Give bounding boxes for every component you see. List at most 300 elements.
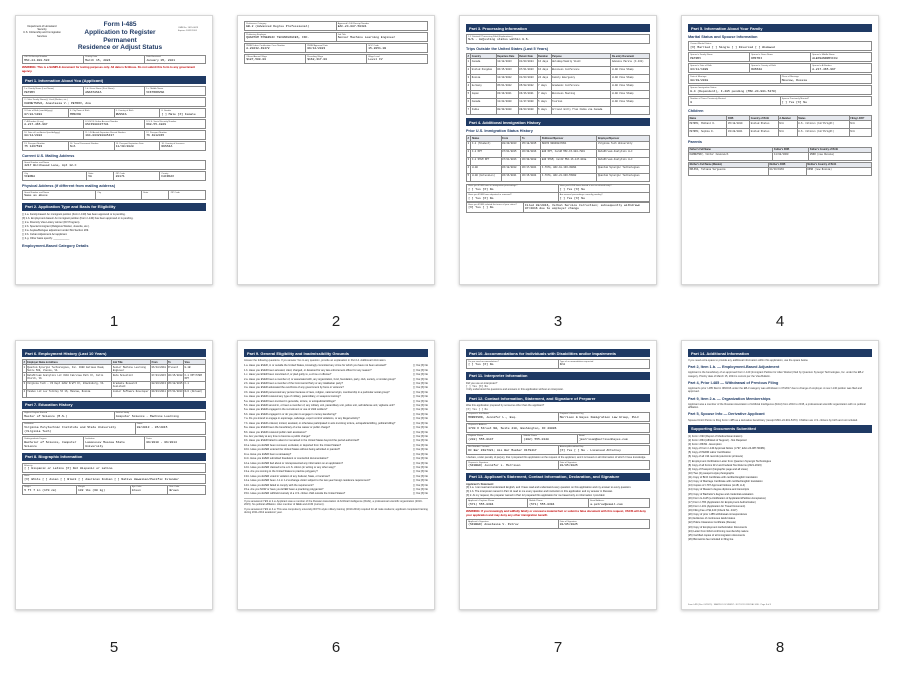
question-answer: [ ] Yes [X] No xyxy=(413,457,428,461)
question-answer: [ ] Yes [X] No xyxy=(413,434,428,438)
eligibility-question xyxy=(244,457,428,460)
physical-traits-row: Height 5 ft 7 in (170 cm) Weight 132 lbs (60 kg) Eye Color Green Hair Color Brown xyxy=(22,485,206,495)
table-cell: 2 xyxy=(23,373,27,381)
physical-address-title: Physical Address (if different from mailing address) xyxy=(22,183,116,188)
table-cell: H-1B xyxy=(184,365,206,373)
marriage-row: Date of Marriage 08/19/2018 Place of Marriage Moscow, Russia xyxy=(688,74,872,84)
table-cell: 7 days xyxy=(537,91,551,99)
table-cell: Business Meeting xyxy=(551,91,611,99)
table-cell: 01/03/2024 xyxy=(518,59,537,67)
child-row xyxy=(689,121,872,129)
question-text: 5.b. Have you EVER served in, or been a member of, any military unit, paramilitary unit, police unit, self-defense unit, vigilante unit? xyxy=(244,404,395,408)
table-cell: 06/18/2018 xyxy=(150,365,167,373)
column-header: # xyxy=(23,360,25,364)
form-title-block xyxy=(66,21,174,52)
table-cell: 05/18/2019 xyxy=(727,121,750,129)
table-cell: 5 days xyxy=(537,99,551,107)
section-part-14: Part 14. Additional Information xyxy=(688,349,872,357)
section-part-8: Part 8. Biographic Information xyxy=(22,453,206,461)
page-6 xyxy=(237,340,435,610)
question-text: 7.b. Have you EVER ordered, incited, assisted, or otherwise participated in acts involving torture, extrajudicial killing, political killing? xyxy=(244,421,396,425)
section-part-2: Part 2. Application Type and Basis for Eligibility xyxy=(22,203,206,211)
table-cell: 5 days xyxy=(537,107,551,115)
table-cell: U.S. Citizen (birthright) xyxy=(797,129,849,137)
page-footer: Form I-485 (Rev. 01/20/25) · SAMPLE DOCUMENT - NOT FOR OFFICIAL USE · Page 8 of 8 xyxy=(688,603,771,606)
column-header: Status xyxy=(471,136,501,141)
table-cell: N/A xyxy=(778,121,797,129)
eligibility-question xyxy=(244,382,428,385)
page-label-4: 4 xyxy=(775,313,785,330)
processing-row: 1.1 Criminal / Processing Filed (Explanations) N/A - Adjusting status within U.S. xyxy=(466,34,650,44)
question-answer: [ ] Yes [X] No xyxy=(413,421,428,425)
table-cell: 08/20/2013 xyxy=(501,141,521,149)
page-3 xyxy=(459,15,657,285)
employment-table xyxy=(22,359,206,398)
page-label-5: 5 xyxy=(109,639,119,656)
table-cell: H-1B Visa Stamp xyxy=(611,83,650,91)
table-cell: Advance Parole (I-131) xyxy=(611,59,650,67)
table-cell: 2 xyxy=(467,149,471,157)
table-cell: 1 xyxy=(23,365,27,373)
question-text: 5.a. Have you EVER been involved in genocide, torture, or extrajudicial killings? xyxy=(244,399,336,403)
table-cell: KUZNETSOV, Viktor Ivanovich xyxy=(689,152,773,160)
institution-row: Institution Virginia Polytechnic Institute and State University (Virginia Tech) Dates 08/2013 - 05/2015 xyxy=(22,422,206,435)
eligibility-question xyxy=(244,492,428,495)
table-cell: 06/15/2018 xyxy=(167,373,184,381)
table-cell: 06/15/2024 xyxy=(521,173,541,181)
question-text: 2.a. Have you EVER been a member of, or associated with, any organization, fund, foundation, party, club, society, or similar group? xyxy=(244,377,396,381)
additional-item-title: Part 2, Item 1.b. — Employment-Based Adjustment xyxy=(688,365,780,370)
table-cell: F-1 (Student) xyxy=(471,141,501,149)
question-answer: [ ] Yes [X] No xyxy=(413,439,428,443)
employment-row xyxy=(23,389,206,397)
table-cell: Germany xyxy=(471,83,496,91)
column-header: To xyxy=(167,360,184,365)
table-cell: 5 xyxy=(467,91,471,99)
applicant-signature-row: Applicant's Signature (SIGNED) Anastasia V. Petrov Date of Signature 01/05/2025 xyxy=(466,519,650,529)
trips-table xyxy=(466,53,650,115)
question-text: 14.a. Have you EVER been J-1 or J-2 exchange visitor subject to the two-year foreign residence requirement? xyxy=(244,479,371,483)
status-row xyxy=(467,165,650,173)
document-item: (12) Copy of Marriage Certificate with certified English translation xyxy=(688,480,763,484)
table-cell: 7 days xyxy=(537,83,551,91)
eligibility-question xyxy=(244,369,428,372)
document-item: (18) Form I-131 (Application for Travel Document) xyxy=(688,504,746,508)
table-cell: F-1 OPT xyxy=(471,149,501,157)
footnote-1: If you answered YES to 2.a: Applicant was a member of the Russian Association of Artificial Intelligence (RAAI), a professional scientific organization (2010-2015). No political affiliation. Also member of IEEE and ACM (current). xyxy=(244,499,423,507)
table-cell: 03/26/2021 xyxy=(518,91,537,99)
table-cell: 1 xyxy=(467,141,471,149)
table-cell: I-797A, WAC-21-093-55002 xyxy=(541,173,597,181)
accommodation-row: Do you need accommodations? [ ] Yes [X] No Type of accommodation requested N/A xyxy=(466,359,650,369)
eligibility-intro: Answer the following questions. If you answer Yes to any question, provide an explanation in Part 14. Additional Information. xyxy=(244,359,387,362)
sample-warning: WARNING: This is a SAMPLE document for testing purposes only. All data is fictitious. Do not submit this form to any government agency. xyxy=(22,65,196,73)
table-cell: 05/18/2015 xyxy=(521,141,541,149)
section-part-13: Part 13. Applicant's Statement, Contact Information, Declaration, and Signature xyxy=(466,473,650,481)
table-cell: Present xyxy=(167,365,184,373)
table-cell: 08/20/2013 xyxy=(150,381,167,389)
additional-item-title: Part 5, Spouse Info — Derivative Applicant xyxy=(688,412,765,417)
spouse-name-row: Spouse's Family Name PETROV Spouse's Given Name DMITRI Spouse's Middle Name ALEKSANDROVICH xyxy=(688,52,872,62)
question-answer: [ ] Yes [X] No xyxy=(413,483,428,487)
table-cell: Russia xyxy=(471,75,496,83)
question-text: 6.b. Have you EVER engaged in or do you plan to engage in money laundering? xyxy=(244,412,337,416)
document-item: (1) Form I-693 (Report of Medical Examination) xyxy=(688,434,743,438)
footnote-2: If you answered YES to 4.a: This was compulsory university ROTC-style military training (2010-2012) required for all male students; applicant completed training during 2011-2012 academic year. xyxy=(244,507,428,515)
document-item: (7) Employment Verification Letter from Quantum Synergic Technologies xyxy=(688,459,771,463)
table-cell: PETROV, Mikhail D. xyxy=(689,121,727,129)
eligibility-question xyxy=(244,475,428,478)
column-header: Visa xyxy=(184,360,206,365)
table-cell: Senior Machine Learning Engineer xyxy=(112,365,151,373)
table-cell: 05/18/2015 xyxy=(167,381,184,389)
preparer-bar-row: Bar Number / License DC Bar #487321; ALL Bar Member #179417 Attorney/Accredited Rep [X] Yes [ ] No - Licensed Attorney xyxy=(466,445,650,455)
table-cell: Junior Software Developer xyxy=(112,389,151,397)
question-text: 2.b. Have you EVER been a member of the Communist Party or any totalitarian party? xyxy=(244,381,344,385)
spouse-status-row: Spouse Immigration Status H-4 (Dependent), I-485 pending (MSC-24-901-5470) xyxy=(688,85,872,95)
preparer-signature-row: Preparer's Signature (SIGNED) Jennifer L. Morrison Date of Signature 01/05/2025 xyxy=(466,460,650,470)
question-answer: [ ] Yes [X] No xyxy=(413,417,428,421)
table-cell: DataStream Analytics LLC xyxy=(597,157,650,165)
column-header: # xyxy=(467,136,469,140)
eligibility-question xyxy=(244,444,428,447)
table-cell: United Kingdom xyxy=(471,67,496,75)
eligibility-question xyxy=(244,395,428,398)
table-cell: Canada xyxy=(471,99,496,107)
table-cell: Virginia Tech - CS Dept 2202 Kraft Dr, Blacksburg, VA xyxy=(26,381,112,389)
table-cell: Holiday/Family Visit xyxy=(551,59,611,67)
document-item: (16) Form G-1145 (e-Notification of Application/Petition Acceptance) xyxy=(688,496,766,500)
trip-row xyxy=(467,59,650,67)
document-item: (3) Form I-864W - Exemption xyxy=(688,443,722,447)
question-text: 11.b. Have you EVER submitted fraudulent or counterfeit documentation? xyxy=(244,457,329,461)
table-cell: Tourism xyxy=(551,99,611,107)
section-part-5: Part 5. Information About Your Family xyxy=(688,24,872,32)
trip-row xyxy=(467,107,650,115)
question-answer: [ ] Yes [X] No xyxy=(413,364,428,368)
table-cell: Data Scientist xyxy=(112,373,151,381)
document-item: (9) Copy of Passport (biographic page and all visas) xyxy=(688,467,748,471)
additional-item-body: Applicant is the beneficiary of an approved Form I-140 (Immigrant Petition for Alien Worker) filed by Quantum Synergic Technologies, Inc. under the EB-2 category. Priority date of March 15, 2024 is current per the Visa Bulletin. xyxy=(688,371,864,378)
question-answer: [ ] Yes [X] No xyxy=(413,426,428,430)
eligibility-question xyxy=(244,408,428,411)
page-4 xyxy=(681,15,879,285)
question-text: 12.a. Have you EVER lied about or misrepresented any information on an application? xyxy=(244,461,344,465)
question-answer: [ ] Yes [X] No xyxy=(413,479,428,483)
eligibility-question xyxy=(244,413,428,416)
document-item: (2) Form I-864 (Affidavit of Support) - Not Required xyxy=(688,438,747,442)
question-answer: [ ] Yes [X] No xyxy=(413,373,428,377)
undergrad-row: Undergraduate Degree Bachelor of Science, Computer Science Institution Lomonosov Moscow State University Dates 09/2010 - 06/2014 xyxy=(22,436,206,449)
form-number: Form I-485 xyxy=(103,21,137,28)
table-cell: 11/27/2020 xyxy=(518,99,537,107)
table-cell: 7 xyxy=(467,107,471,115)
column-header: Petitioner/Sponsor xyxy=(541,136,597,141)
trip-row xyxy=(467,91,650,99)
child-row xyxy=(689,129,872,137)
question-text: 11.a. Have you EVER been a stowaway? xyxy=(244,452,292,456)
category-row: Preference Category EB-2 (Advanced Degree Professional) Approved I-140 Receipt Number EAC-24-087-50381 xyxy=(244,21,428,31)
ethnicity-row: Ethnicity [ ] Hispanic or Latino [X] Not Hispanic or Latino xyxy=(22,463,206,473)
table-cell: 07/01/2023 xyxy=(518,67,537,75)
question-answer: [ ] Yes [X] No xyxy=(413,461,428,465)
table-cell: 06/30/2018 xyxy=(521,157,541,165)
mother-row xyxy=(689,167,872,175)
marital-status-row: Current Marital Status [X] Married [ ] Single [ ] Divorced [ ] Widowed xyxy=(688,41,872,51)
basis-list: [ ] 1.a. Family-based: An immigrant petition (Form I-130) has been approved or is pending. [X] 1.b. Employment-based: An immigrant petition (Form I-140) has been approved or is pending. [ ] 2.a. Diversity Visa Lottery winner (DV Program). [ ] 2.b. Special immigrant (Religious Worker, Juvenile, etc.). [ ] 3.a. Asylee/Refugee adjustment under INA Section 209. [ ] 3.b. Cuban Adjustment Act applicant. [ ] 4.g. Other basis specify: ___________ xyxy=(22,212,134,241)
question-text: 1.c. Have you EVER been convicted of, or pled guilty to, a crime or offense? xyxy=(244,373,332,377)
table-cell: 06/17/2021 xyxy=(521,165,541,173)
page-label-7: 7 xyxy=(553,639,563,656)
question-answer: [ ] Yes [X] No xyxy=(413,465,428,469)
divider xyxy=(244,498,428,499)
table-cell: H-1B Visa Stamp xyxy=(611,91,650,99)
eligibility-questions xyxy=(244,364,428,495)
document-item: (13) Copies of I-797 Approval Notices (H-1B, H-4) xyxy=(688,484,746,488)
table-cell: DataStream Analytics LLC xyxy=(597,149,650,157)
parents-title: Parents xyxy=(688,140,702,145)
question-text: 7.a. Do you intend to engage in espionage, sabotage, export control violations, or any illegal activity? xyxy=(244,417,360,421)
id-row: 7. A-Number (if any) A-217-465-997 8. USCIS Online Account Number USCIS00437781 9. U.S. Social Security Number 698-55-4829 xyxy=(22,119,206,129)
eligibility-question xyxy=(244,439,428,442)
table-cell: 3 xyxy=(467,75,471,83)
page-label-1: 1 xyxy=(109,313,119,330)
table-cell: EAD STEM, Card# MSC-16-147-091a xyxy=(541,157,597,165)
question-answer: [ ] Yes [X] No xyxy=(413,399,428,403)
eligibility-question xyxy=(244,426,428,429)
eligibility-question xyxy=(244,422,428,425)
section-part-11: Part 11. Interpreter Information xyxy=(466,372,650,380)
table-cell: H-1B Visa Stamp xyxy=(611,67,650,75)
table-cell: 16 days xyxy=(537,67,551,75)
table-cell xyxy=(611,107,650,115)
employment-row xyxy=(23,373,206,381)
table-cell: Arrival Entry from India via Canada xyxy=(551,107,611,115)
question-answer: [ ] Yes [X] No xyxy=(413,408,428,412)
prior-status-table xyxy=(466,135,650,181)
wage-row: Offered Annual Wage $187,500.00 Prevailing Wage $162,317.00 Wage Level Level IV xyxy=(244,54,428,64)
table-cell: 07/01/2015 xyxy=(501,149,521,157)
section-part-12: Part 12. Contact Information, Statement, and Signature of Preparer xyxy=(466,394,650,402)
mother-table xyxy=(688,162,872,176)
table-cell: H-1B xyxy=(471,165,501,173)
trip-row xyxy=(467,83,650,91)
column-header: Mother's Full Name (Maiden) xyxy=(689,162,769,167)
table-cell: 07/31/2013 xyxy=(167,389,184,397)
table-cell: 04/19/1963 xyxy=(768,167,806,175)
table-cell: 12/18/2023 xyxy=(496,59,518,67)
table-cell: 09/01/2011 xyxy=(150,389,167,397)
question-answer: [ ] Yes [X] No xyxy=(413,381,428,385)
spouse-birth-row: Spouse's Date of Birth 03/11/1989 Spouse's Country of Birth RUSSIA Spouse's A-Number A-217-465-997 xyxy=(688,63,872,73)
question-answer: [ ] Yes [X] No xyxy=(413,443,428,447)
table-cell: U.S. Citizen (birthright) xyxy=(797,121,849,129)
status-row xyxy=(467,141,650,149)
column-header: From xyxy=(501,136,521,141)
question-answer: [ ] Yes [X] No xyxy=(413,492,428,496)
perjury-warning: WARNING: If you knowingly and willfully falsify or conceal a material fact or submit a false document with this request, USCIS will deny your application and may deny any other immigration benefit. xyxy=(466,509,646,517)
form-title: Application to Register Permanent Residence or Adjust Status xyxy=(77,29,163,52)
agency-block: Department of Homeland Security U.S. Citizenship and Immigration Services xyxy=(23,25,61,38)
column-header: Country xyxy=(471,53,496,58)
employer-row: Petitioning Employer QUANTUM SYNERGIC TECHNOLOGIES, INC. Job Title Senior Machine Learning Engineer xyxy=(244,32,428,42)
question-text: 3.a. Have you EVER advocated the overthrow of any government by force or violence? xyxy=(244,386,344,390)
question-answer: [ ] Yes [X] No xyxy=(413,395,428,399)
column-header: A-Number xyxy=(778,116,797,121)
table-cell: DataStream Analytics LLC 3110 Fairview Park Dr, Falls Church, VA xyxy=(26,373,112,381)
question-text: 10.b. Have you EVER entered the United States without being admitted or paroled? xyxy=(244,448,340,452)
eligibility-question xyxy=(244,488,428,491)
table-cell: 11/02/1960 xyxy=(773,152,809,160)
table-cell: Business Conference xyxy=(551,67,611,75)
status-row xyxy=(467,149,650,157)
page-2 xyxy=(237,15,435,285)
arrival-row: 10. Date of Last Arrival (mm/dd/yyyy) 08/14/2022 11. I-94 Arrival-Departure Record Number 194-003291085437 12. Passport Number 76 4812345 xyxy=(22,130,206,140)
document-item: (11) Copy of Birth Certificate with certified English translation xyxy=(688,476,758,480)
column-header: Duration xyxy=(537,53,551,58)
additional-item-title: Part 9, Item 2.a. — Organization Memberships xyxy=(688,396,771,401)
name-row: 1.a. Family Name (Last Name) PETROV 1.b. Given Name (First Name) ANASTASIA 1.c. Middle Name VIKTOROVNA xyxy=(22,86,206,96)
page-label-6: 6 xyxy=(331,639,341,656)
children-table xyxy=(688,115,872,137)
column-header: DOB xyxy=(727,116,750,121)
table-cell: 6 xyxy=(467,99,471,107)
marital-title: Marital Status and Spouse Information xyxy=(688,35,758,39)
table-cell: SEVIS N0049847391 xyxy=(541,141,597,149)
trips-title: Trips Outside the United States (Last 5 Years) xyxy=(466,46,549,51)
table-cell: 07/01/2016 xyxy=(501,157,521,165)
table-cell: N/A xyxy=(849,129,871,137)
column-header: From xyxy=(150,360,167,365)
history-questions: Have you EVER been in immigration proceedings? [ ] Yes [X] No Have you EVER been denied a visa or refused entry? [ ] Yes [X] No Have you EVER been deported or removed? [ ] Yes [X] No Are removal proceedings currently pending? [ ] Yes [X] No xyxy=(466,184,650,202)
question-answer: [ ] Yes [X] No xyxy=(413,474,428,478)
birth-row: 3. Date of Birth (mm/dd/yyyy) 07/22/1991 4. City/Town of Birth MOSCOW 5. Country of Birth RUSSIA 6. Gender [ ] Male [X] Female xyxy=(22,108,206,118)
table-cell: EAD OPT, Card# MSC-15-004-7891 xyxy=(541,149,597,157)
question-text: 12.b. Have you EVER claimed to be a U.S. citizen (in writing or any other way)? xyxy=(244,465,336,469)
question-answer: [ ] Yes [X] No xyxy=(413,412,428,416)
table-cell: Graduate Research Assistant xyxy=(112,381,151,389)
question-text: 13.b. Have you EVER voted in violation of any Federal, State, or local law? xyxy=(244,474,330,478)
document-item: (24) Letter from RAAI confirming membership nature xyxy=(688,529,749,533)
omb-block: OMB No. 1615-0023 Expires 10/31/2024 xyxy=(178,27,199,32)
document-item: (17) Form I-765 (Application for Employment Authorization) xyxy=(688,500,756,504)
table-cell: H-1B Visa Stamp xyxy=(611,99,650,107)
table-cell: 1 xyxy=(467,59,471,67)
eligibility-question xyxy=(244,404,428,407)
additional-item-body: Applicant was a member of the Russian Association of Artificial Intelligence (RAAI) from 2010 to 2015, a professional scientific organization with no political affiliation. xyxy=(688,402,866,410)
table-cell: 3 xyxy=(467,157,471,165)
column-header: Employer Name & Address xyxy=(26,360,112,365)
eligibility-question xyxy=(244,373,428,376)
father-table xyxy=(688,147,872,161)
table-cell: 03/19/2021 xyxy=(496,91,518,99)
eligibility-question xyxy=(244,386,428,389)
status-row xyxy=(467,173,650,181)
table-cell: India xyxy=(471,107,496,115)
table-cell: F-1 xyxy=(184,381,206,389)
column-header: # xyxy=(467,54,469,58)
question-answer: [ ] Yes [X] No xyxy=(413,448,428,452)
document-item: (20) Copy of prior I-485 withdrawal correspondence xyxy=(688,513,748,517)
page-7: Part 10. Accommodations for Individuals with Disabilities and/or Impairments Do you need accommodations? [ ] Yes [X] No Type of accommodation requested N/A Part 11. Interpreter Information Did you use an interpreter? [ ] Yes [X] No I fully understood the questions and answers in this application without an interpreter. Part 12. Contact Information, Statement, and Signature of Preparer Was this application prepared by someone other than the applicant? [X] Yes [ ] No Preparer's Full Name MORRISON, Jennifer L., Esq. Preparer's Business/Org Morrison & Hayes Immigration Law Group, PLLC Preparer's Address 1730 K Street NW, Suite 410, Washington, DC 20006 Daytime Phone (202) 555-0147 Mobile Phone (202) 555-0148 Email jmorrison@morrisonhayes.com Bar Number / License DC Bar #487321; ALL Bar Member #179417 Attorney/Accredited Rep [X] Yes [ ] No - Licensed Attorney I declare, under penalty of perjury, that I prepared this application at the request of the applicant, and it is based on all information of which I have knowledge. Preparer's Signature (SIGNED) Jennifer L. Morrison Date of Signature 01/05/2025 Part 13. Applicant's Statement, Contact Information, Declaration, and Signature Applicant's Statement: [X] 1.a. I can read and understand English, and I have read and understand every question on this application and my answer to every question. [X] 1.b. The interpreter named in Part 11 read to me every question and instruction in this application and my answer in Russian. [X] 2. At my request, the preparer named in Part 12 prepared this application for me based only on information I provided. Applicant's Daytime Phone (571) 555-0394 Mobile Phone (571) 555-0394 Email Address a.petrov@email.com WARNING: If you knowingly and willfully falsify or conceal a material fact or submit a false document with this request, USCIS will deny your application and may deny any other immigration benefit. Applicant's Signature (SIGNED) Anastasia V. Petrov Date of Signature 01/05/2025 xyxy=(459,340,657,610)
supporting-docs-title: Supporting Documents Submitted xyxy=(688,425,872,433)
mailing-address-title: Current U.S. Mailing Address xyxy=(22,153,75,158)
table-cell: 4 xyxy=(467,165,471,173)
mailing-city-row: City VIENNA State VA ZIP Code 20171 County FAIRFAX xyxy=(22,171,206,181)
table-cell: 24 days xyxy=(537,75,551,83)
table-cell: I-797A, WAC-18-193-30094 xyxy=(541,165,597,173)
table-cell: 3 xyxy=(23,381,27,389)
employment-category-title: Employment-Based Category Details xyxy=(22,243,89,248)
table-cell: ORLOVA, Tatiana Sergeevna xyxy=(689,167,769,175)
column-header: Purpose xyxy=(551,53,611,58)
table-cell: 06/16/2021 xyxy=(501,173,521,181)
table-cell: 4 xyxy=(23,389,27,397)
table-cell: 4 xyxy=(467,83,471,91)
document-item: (21) Evidence of continuous lawful status xyxy=(688,517,736,521)
eligibility-question xyxy=(244,479,428,482)
trip-row xyxy=(467,75,650,83)
document-item: (10) Two (2) passport-style photographs xyxy=(688,471,734,475)
table-cell: 06/15/2023 xyxy=(496,67,518,75)
additional-info-list xyxy=(688,365,872,422)
column-header: Father's DOB xyxy=(773,147,809,152)
table-cell: 12/10/2022 xyxy=(496,75,518,83)
document-item: (25) Certified copies of all immigration documents xyxy=(688,533,745,537)
eligibility-question xyxy=(244,462,428,465)
column-header: Job Title xyxy=(112,360,151,365)
question-text: 9.b. Have you EVER failed to attend or remained in the United States beyond the period authorized? xyxy=(244,439,360,443)
document-item: (14) Copy of Master's degree diploma and transcripts xyxy=(688,488,750,492)
question-text: 8.b. Have you EVER received public cash assistance? xyxy=(244,430,307,434)
column-header: Name xyxy=(689,116,727,121)
document-item: (22) Police Clearance Certificate (Russia) xyxy=(688,521,736,525)
column-header: Re-entry Document xyxy=(611,53,650,58)
document-item: (26) Biometrics fee included in filing fee xyxy=(688,537,734,541)
table-cell: Quantum Synergic Technologies, Inc. 1900 Gallows Road, Suite 500, Vienna, VA xyxy=(26,365,112,373)
table-cell: 09/03/2020 xyxy=(518,107,537,115)
column-header: Employer/Sponsor xyxy=(597,136,650,141)
column-header: Status xyxy=(797,116,849,121)
table-cell: 05/08/2022 xyxy=(518,83,537,91)
document-item: (15) Copy of Bachelor's degree and credential evaluation xyxy=(688,492,754,496)
father-row xyxy=(689,152,872,160)
section-part-7: Part 7. Education History xyxy=(22,401,206,409)
column-header: Mother's DOB xyxy=(768,162,806,167)
column-header: Departure Date xyxy=(496,53,518,58)
question-text: 1.a. Have you EVER, in or outside the United States, knowingly committed any crime for which you have not been arrested? xyxy=(244,364,387,368)
trip-row xyxy=(467,99,650,107)
question-answer: [ ] Yes [X] No xyxy=(413,488,428,492)
eligibility-question xyxy=(244,364,428,367)
eligibility-question xyxy=(244,484,428,487)
table-cell: 2 xyxy=(467,67,471,75)
applicant-contact-row: Applicant's Daytime Phone (571) 555-0394 Mobile Phone (571) 555-0394 Email Address a.petrov@email.com xyxy=(466,498,650,508)
question-text: 1.b. Have you EVER been arrested, cited, charged, or detained for any law enforcement officer for any reason? xyxy=(244,368,372,372)
question-text: 10.a. Have you EVER been removed, excluded, or deported from the United States? xyxy=(244,443,342,447)
eligibility-question xyxy=(244,391,428,394)
table-cell: 06/30/2016 xyxy=(521,149,541,157)
table-cell: United States xyxy=(750,121,779,129)
status-row xyxy=(467,157,650,165)
question-answer: [ ] Yes [X] No xyxy=(413,404,428,408)
question-text: 4.a. Have you EVER received any type of military, paramilitary, or weapons training? xyxy=(244,395,341,399)
question-answer: [ ] Yes [X] No xyxy=(413,452,428,456)
document-item: (23) Copy of Employment Authorization Documents xyxy=(688,525,747,529)
table-cell: 01/03/2023 xyxy=(518,75,537,83)
page-1 xyxy=(15,15,213,285)
eligibility-question xyxy=(244,400,428,403)
